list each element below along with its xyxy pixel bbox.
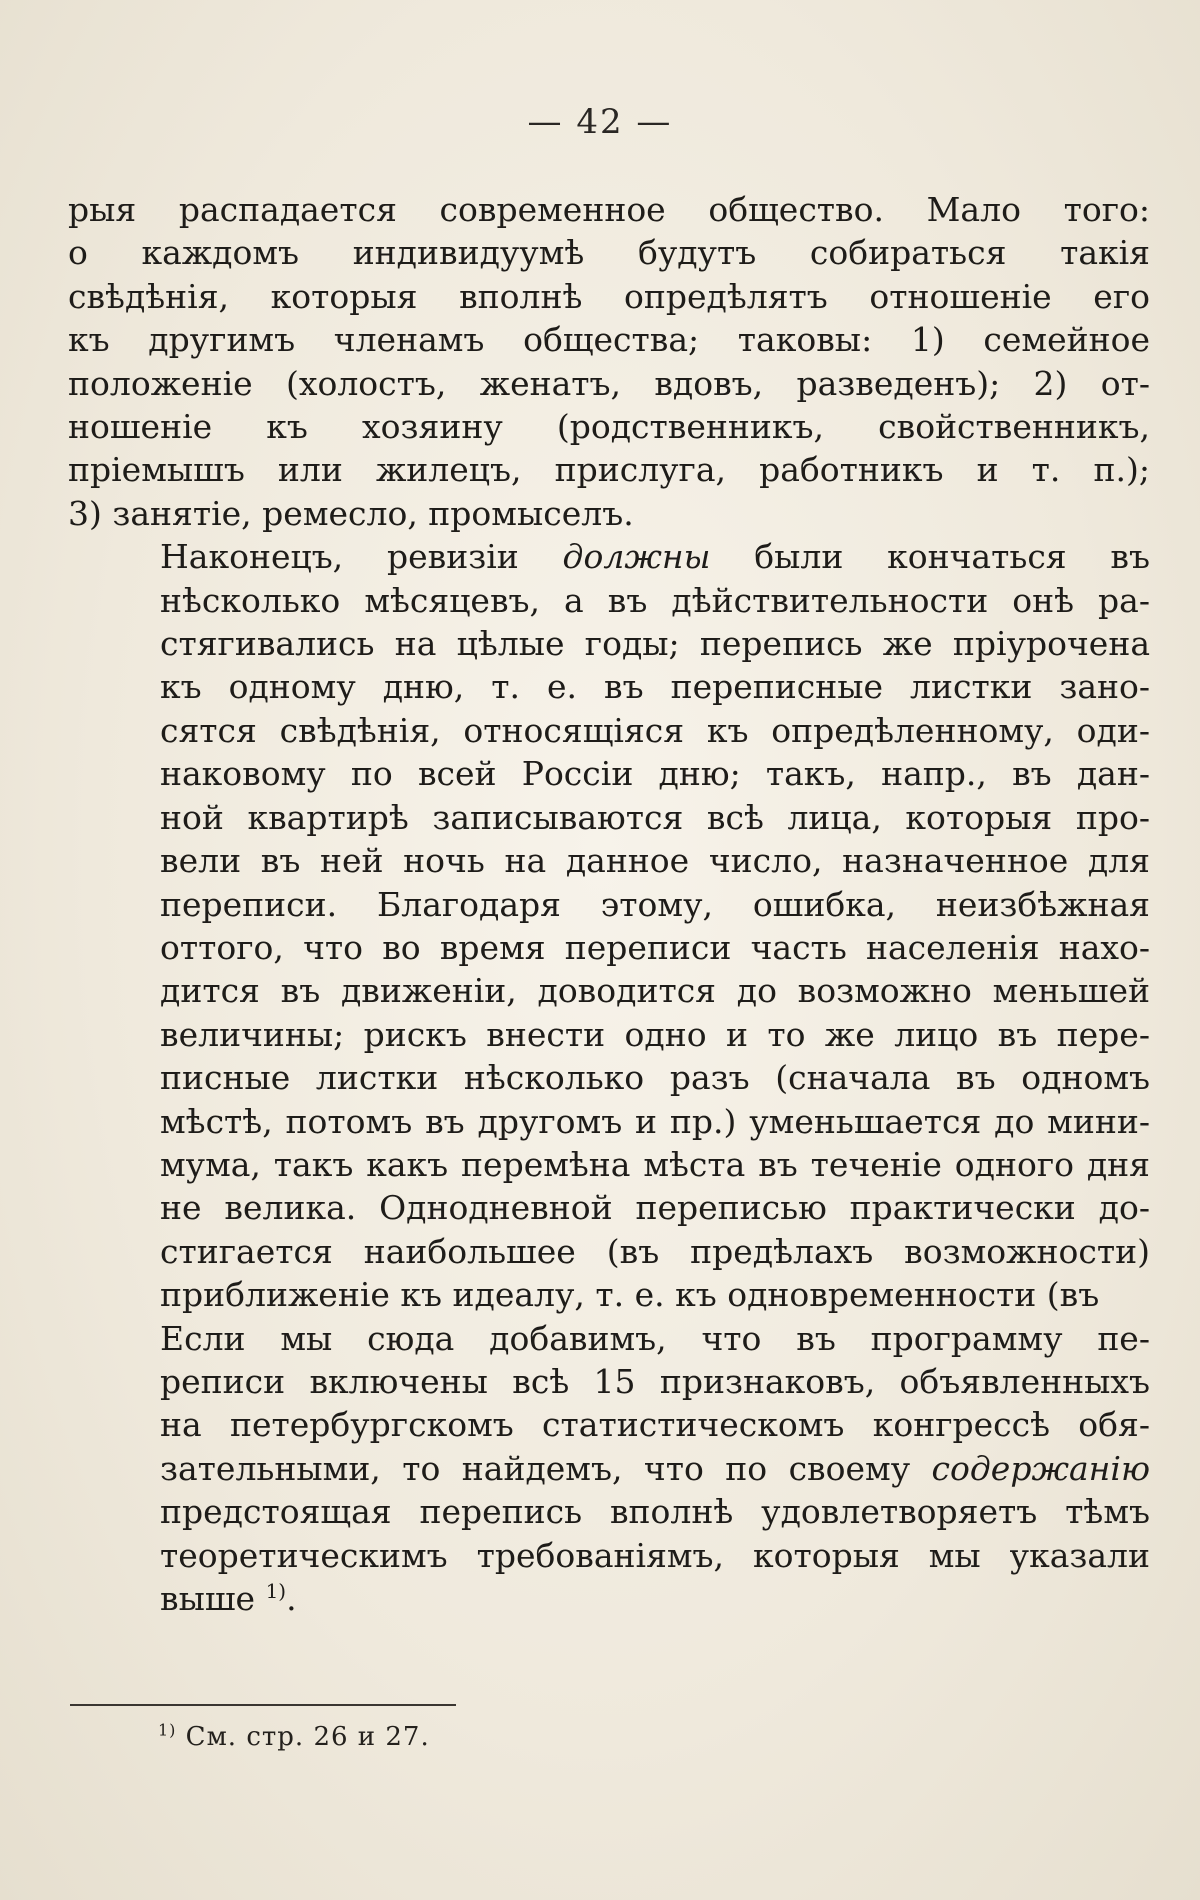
text-line: 3) занятіе, ремесло, промыселъ. [68, 493, 634, 533]
text-line: приближеніе къ идеалу, т. е. къ одновременности (въ [160, 1275, 1100, 1315]
footnote-divider [70, 1704, 456, 1706]
text-body [68, 188, 1150, 1620]
text-line [68, 1577, 1150, 1620]
text-line: на петербургскомъ статистическомъ конгрессѣ обя- [160, 1405, 1150, 1445]
text-line: нѣсколько мѣсяцевъ, а въ дѣйствительности онѣ ра- [160, 580, 1150, 620]
footnote-reference[interactable]: 1) [265, 1579, 287, 1603]
paragraph-3 [68, 1317, 1150, 1621]
text-line: свѣдѣнія, которыя вполнѣ опредѣлятъ отношеніе его [68, 276, 1150, 316]
text-line: о каждомъ индивидуумѣ будутъ собираться такія [68, 233, 1150, 273]
footnote-marker: 1) [158, 1720, 177, 1740]
text-line: положеніе (холостъ, женатъ, вдовъ, разведенъ); 2) от- [68, 363, 1150, 403]
text-line: Если мы сюда добавимъ, что въ программу пе- [160, 1318, 1150, 1358]
text-line: сятся свѣдѣнія, относящіяся къ опредѣленному, оди- [160, 710, 1150, 750]
emphasis-text: должны [562, 537, 711, 577]
emphasis-text: содержанію [931, 1448, 1150, 1488]
text-line: предстоящая перепись вполнѣ удовлетворяетъ тѣмъ [160, 1492, 1150, 1532]
text-line: переписи. Благодаря этому, ошибка, неизбѣжная [160, 884, 1150, 924]
text-line: теоретическимъ требованіямъ, которыя мы указали [160, 1535, 1150, 1575]
text-line: величины; рискъ внести одно и то же лицо въ пере- [160, 1014, 1150, 1054]
text-line: къ другимъ членамъ общества; таковы: 1) семейное [68, 320, 1150, 360]
text-line: дится въ движеніи, доводится до возможно меньшей [160, 971, 1150, 1011]
text-line: писные листки нѣсколько разъ (сначала въ одномъ [160, 1058, 1150, 1098]
paragraph-2 [68, 535, 1150, 1316]
footnote-text: См. стр. 26 и 27. [176, 1722, 430, 1752]
text-line: мѣстѣ, потомъ въ другомъ и пр.) уменьшается до мини- [160, 1101, 1150, 1141]
text-line: не велика. Однодневной переписью практически до- [160, 1188, 1150, 1228]
text-line: ной квартирѣ записываются всѣ лица, которыя про- [160, 797, 1150, 837]
text-line: пріемышъ или жилецъ, прислуга, работникъ и т. п.); [68, 450, 1150, 490]
text-line [68, 535, 1150, 578]
text-fragment: . [286, 1579, 297, 1618]
text-fragment: были кончаться въ [710, 537, 1150, 577]
text-line [68, 1447, 1150, 1490]
paragraph-1 [68, 188, 1150, 535]
text-line: стягивались на цѣлые годы; перепись же пріурочена [160, 624, 1150, 664]
text-line: вели въ ней ночь на данное число, назначенное для [160, 841, 1150, 881]
text-fragment: зательными, то найдемъ, что по своему [160, 1448, 932, 1488]
footnote [158, 1722, 430, 1752]
text-line: наковому по всей Россіи дню; такъ, напр., въ дан- [160, 754, 1150, 794]
text-line: стигается наибольшее (въ предѣлахъ возможности) [160, 1231, 1150, 1271]
text-line: мума, такъ какъ перемѣна мѣста въ теченіе одного дня [160, 1144, 1150, 1184]
text-line: реписи включены всѣ 15 признаковъ, объявленныхъ [160, 1361, 1150, 1401]
text-line: къ одному дню, т. е. въ переписные листки зано- [160, 667, 1150, 707]
text-line: ношеніе къ хозяину (родственникъ, свойственникъ, [68, 407, 1150, 447]
text-line: оттого, что во время переписи часть населенія нахо- [160, 927, 1150, 967]
text-fragment: выше [160, 1579, 256, 1618]
page-number: — 42 — [527, 102, 673, 142]
text-line: рыя распадается современное общество. Мало того: [68, 190, 1150, 229]
text-fragment: Наконецъ, ревизіи [160, 537, 563, 577]
